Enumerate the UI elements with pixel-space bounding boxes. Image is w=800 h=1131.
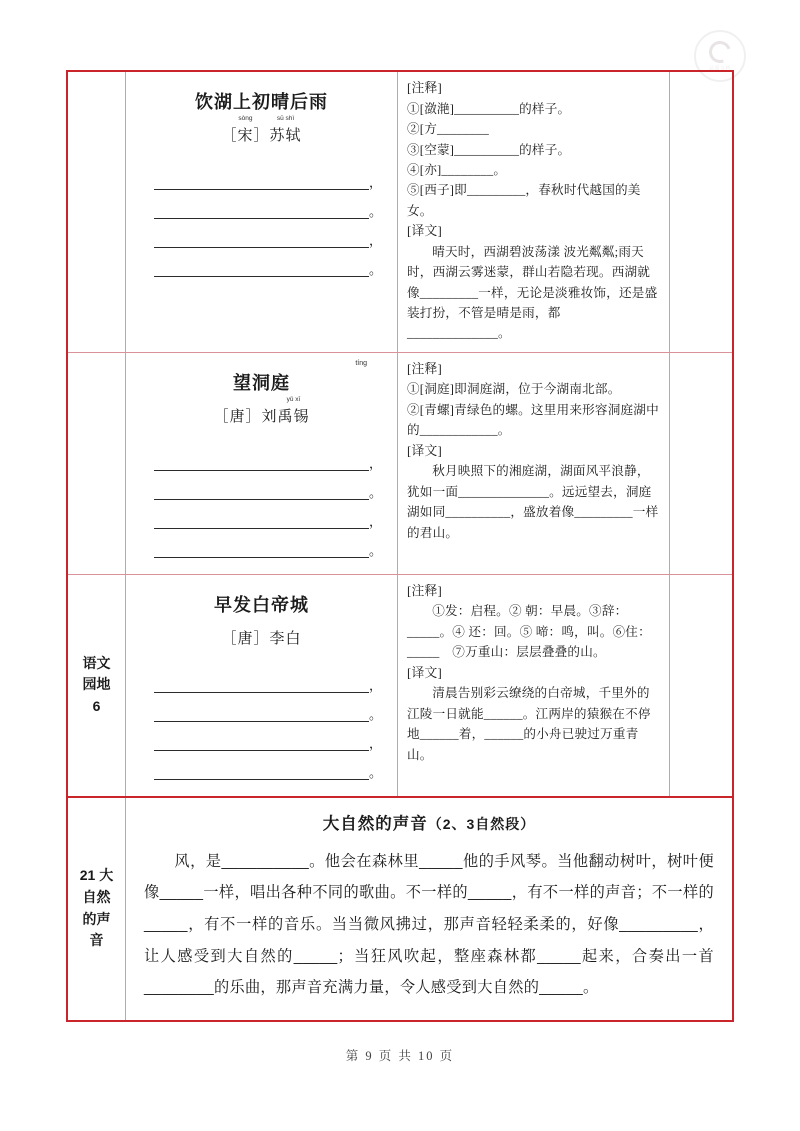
- author-name-pinyin: yǔ xī: [286, 395, 301, 403]
- author-prefix-text: ［唐］刘: [213, 408, 278, 425]
- verse-punct: 。: [369, 764, 383, 780]
- author-prefix-wrap: [221, 115, 270, 145]
- verse-write-rule[interactable]: [154, 232, 369, 248]
- author-prefix-text: ［唐］: [221, 630, 270, 647]
- note-item: ⑤[西子]即_________，春秋时代越国的美女。: [407, 183, 641, 218]
- verse-punct: 。: [369, 706, 383, 722]
- poem-title-text: 望洞庭: [233, 372, 290, 393]
- page-number-text: 第 9 页 共 10 页: [345, 1049, 455, 1063]
- table-row: [68, 796, 732, 1020]
- verse-answer-lines: [140, 442, 383, 558]
- spare-column: [670, 575, 732, 796]
- verse-line: [140, 190, 383, 219]
- table-row: [68, 574, 732, 796]
- notes-label: [注释]: [407, 361, 442, 376]
- translation-text: 晴天时，西湖碧波荡漾 波光粼粼;雨天时，西湖云雾迷蒙，群山若隐若现。西湖就像_________一样，无论是淡雅妆饰，还是盛装打扮，不管是晴是雨，都______________。: [407, 244, 658, 341]
- verse-punct: 。: [369, 262, 383, 277]
- verse-line: [140, 500, 383, 529]
- passage-title-text: 大自然的声音: [322, 814, 428, 833]
- poem-title: [140, 359, 383, 395]
- verse-write-rule[interactable]: [154, 706, 369, 722]
- poem-title-text: 饮湖上初晴后雨: [195, 92, 328, 112]
- verse-write-rule[interactable]: [154, 261, 369, 277]
- verse-answer-lines: [140, 161, 383, 277]
- verse-write-rule[interactable]: [154, 677, 369, 693]
- poem-author: [140, 115, 383, 145]
- note-item: ①[洞庭]即洞庭湖，位于今湖南北部。: [407, 382, 621, 397]
- verse-line: [140, 722, 383, 751]
- table-row: [68, 352, 732, 574]
- row-label-cell: [68, 72, 126, 352]
- worksheet-table: [66, 70, 734, 1022]
- verse-punct: ，: [369, 455, 383, 471]
- page-footer: [0, 1046, 800, 1064]
- passage-cell: [126, 798, 732, 1020]
- passage-title: [138, 810, 720, 834]
- note-item: ①[潋滟]__________的样子。: [407, 101, 571, 116]
- verse-punct: 。: [369, 204, 383, 219]
- table-row: [68, 72, 732, 352]
- spare-column: [670, 72, 732, 352]
- author-name-text: 禹锡: [277, 408, 310, 425]
- verse-line: [140, 471, 383, 500]
- note-item: ②[青螺]青绿色的螺。这里用来形容洞庭湖中的____________。: [407, 402, 659, 438]
- passage-title-sub: （2、3自然段）: [427, 815, 536, 832]
- author-name-wrap: [269, 115, 302, 145]
- row-label-cell: [68, 798, 126, 1020]
- note-item: ②[方________: [407, 122, 489, 137]
- author-name-text: 李白: [269, 630, 302, 647]
- verse-line: [140, 751, 383, 780]
- verse-line: [140, 664, 383, 693]
- translation-label: [译文]: [407, 665, 442, 680]
- poem-author: [140, 627, 383, 648]
- note-item: ④[亦]________。: [407, 162, 507, 177]
- watermark-spiral-icon: [705, 37, 734, 66]
- verse-punct: ，: [369, 175, 383, 190]
- verse-line: [140, 219, 383, 248]
- poem-author: [140, 395, 383, 426]
- verse-write-rule[interactable]: [154, 513, 369, 529]
- verse-write-rule[interactable]: [154, 203, 369, 219]
- verse-line: [140, 161, 383, 190]
- notes-label: [注释]: [407, 81, 442, 95]
- verse-line: [140, 442, 383, 471]
- notes-cell: [398, 575, 670, 796]
- poem-title-text: 早发白帝城: [214, 594, 309, 615]
- row-label-text: 语文园地6: [82, 654, 111, 715]
- verse-line: [140, 248, 383, 277]
- note-item: ③[空蒙]__________的样子。: [407, 142, 571, 157]
- verse-write-rule[interactable]: [154, 174, 369, 190]
- verse-punct: ，: [369, 233, 383, 248]
- verse-write-rule[interactable]: [154, 735, 369, 751]
- translation-label: [译文]: [407, 224, 442, 239]
- translation-text: 清晨告别彩云缭绕的白帝城，千里外的江陵一日就能______。江两岸的猿猴在不停地______着，______的小舟已驶过万重青山。: [407, 686, 651, 762]
- verse-write-rule[interactable]: [154, 455, 369, 471]
- verse-write-rule[interactable]: [154, 542, 369, 558]
- author-prefix-pinyin: sòng: [238, 115, 253, 122]
- note-item: ①发：启程。② 朝：早晨。③辞：_____。④ 还：回。⑤ 啼：鸣，叫。⑥住：_____ ⑦万重山：层层叠叠的山。: [407, 604, 651, 660]
- row-label-cell: [68, 575, 126, 796]
- poem-cell: [126, 353, 398, 574]
- watermark-text: 品质文档: [708, 66, 731, 72]
- author-name-text: 苏轼: [269, 128, 302, 144]
- poem-title: [140, 591, 383, 617]
- row-label-text: 21 大自然的声音: [79, 867, 114, 949]
- verse-line: [140, 529, 383, 558]
- row-label-cell: [68, 353, 126, 574]
- poem-cell: [126, 575, 398, 796]
- poem-title: [140, 88, 383, 114]
- translation-label: [译文]: [407, 443, 442, 458]
- verse-write-rule[interactable]: [154, 484, 369, 500]
- notes-cell: [398, 353, 670, 574]
- spare-column: [670, 353, 732, 574]
- verse-answer-lines: [140, 664, 383, 780]
- verse-line: [140, 693, 383, 722]
- notes-cell: [398, 72, 670, 352]
- verse-punct: ，: [369, 513, 383, 529]
- verse-punct: 。: [369, 484, 383, 500]
- author-name-pinyin: sū shì: [276, 115, 295, 122]
- author-prefix-text: ［宋］: [221, 128, 270, 144]
- passage-body[interactable]: 风，是__________。他会在森林里_____他的手风琴。当他翻动树叶，树叶便像_____一样，唱出各种不同的歌曲。不一样的_____，有不一样的声音；不一样的_____，有不一样的音乐。当当微风拂过，那声音轻轻柔柔的，好像_________，让人感受到大自然的_____；当狂风吹起，整座森林都_____起来，合奏出一首________的乐曲，那声音充满力量，令人感受到大自然的_____。: [144, 852, 714, 997]
- poem-cell: [126, 72, 398, 352]
- verse-punct: 。: [369, 542, 383, 558]
- translation-text: 秋月映照下的湘庭湖，湖面风平浪静，犹如一面______________。远远望去，洞庭湖如同__________，盛放着像_________一样的君山。: [407, 464, 659, 540]
- author-name-wrap: [277, 395, 310, 426]
- verse-punct: ，: [369, 677, 383, 693]
- poem-title-pinyin: tíng: [355, 359, 367, 367]
- verse-punct: ，: [369, 735, 383, 751]
- verse-write-rule[interactable]: [154, 764, 369, 780]
- notes-label: [注释]: [407, 583, 442, 598]
